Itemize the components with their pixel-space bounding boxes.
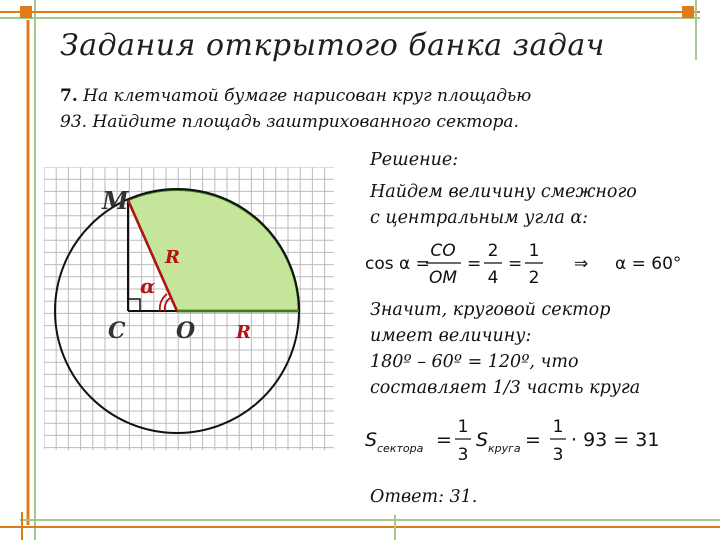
formula-result: α = 60° [615,254,682,274]
label-c: C [108,318,126,344]
answer-text: Ответ: 31. [370,487,478,507]
label-r-radius-or: R [236,322,251,343]
solution-heading: Решение: [370,150,459,170]
solution-line-4: имеет величину: [370,326,532,346]
label-m: M [102,186,129,215]
formula-frac3-den: 2 [528,268,540,288]
formula-frac2-num: 2 [487,241,499,261]
formula2-eq2: = [525,429,541,451]
formula-area [360,408,705,470]
formula-cos-lhs: cos α = [365,254,430,274]
formula2-frac-num: 1 [457,417,469,437]
solution-line-3: Значит, круговой сектор [370,300,611,320]
solution-line-2: с центральным угла α: [370,208,589,228]
formula-frac3-num: 1 [528,241,540,261]
formula2-frac2-num: 1 [552,417,564,437]
solution-line-1: Найдем величину смежного [370,182,637,202]
formula2-eq1: = [436,429,452,451]
formula-s-sector-sub: сектора [377,442,424,455]
label-alpha: α [140,274,156,298]
page-title: Задания открытого банка задач [60,28,605,63]
formula-cos [360,232,705,292]
geometry-figure [40,163,340,453]
formula-eq1: = [467,254,482,274]
implies-icon: ⇒ [574,254,589,274]
problem-line-1-text: На клетчатой бумаге нарисован круг площадью [83,86,532,106]
problem-number: 7. [60,86,78,106]
formula-frac1-den: OM [428,268,458,288]
formula-eq2: = [508,254,523,274]
formula-s-circle-sub: круга [488,442,521,455]
formula-frac2-den: 4 [487,268,499,288]
label-o: O [176,318,196,344]
formula2-tail: · 93 = 31 [571,429,660,451]
formula-s-sector: S [365,429,378,451]
formula2-frac-den: 3 [457,445,469,465]
problem-line-2: 93. Найдите площадь заштрихованного сектора. [60,112,519,132]
formula-frac1-num: CO [430,241,456,261]
problem-line-1 [60,83,710,109]
solution-line-6: составляет 1/3 часть круга [370,378,641,398]
figure-svg [40,163,340,453]
solution-line-5: 180º – 60º = 120º, что [370,352,579,372]
problem-text [60,83,710,135]
formula2-frac2-den: 3 [552,445,564,465]
formula-s-circle: S [476,429,489,451]
label-r-radius-om: R [165,247,180,268]
